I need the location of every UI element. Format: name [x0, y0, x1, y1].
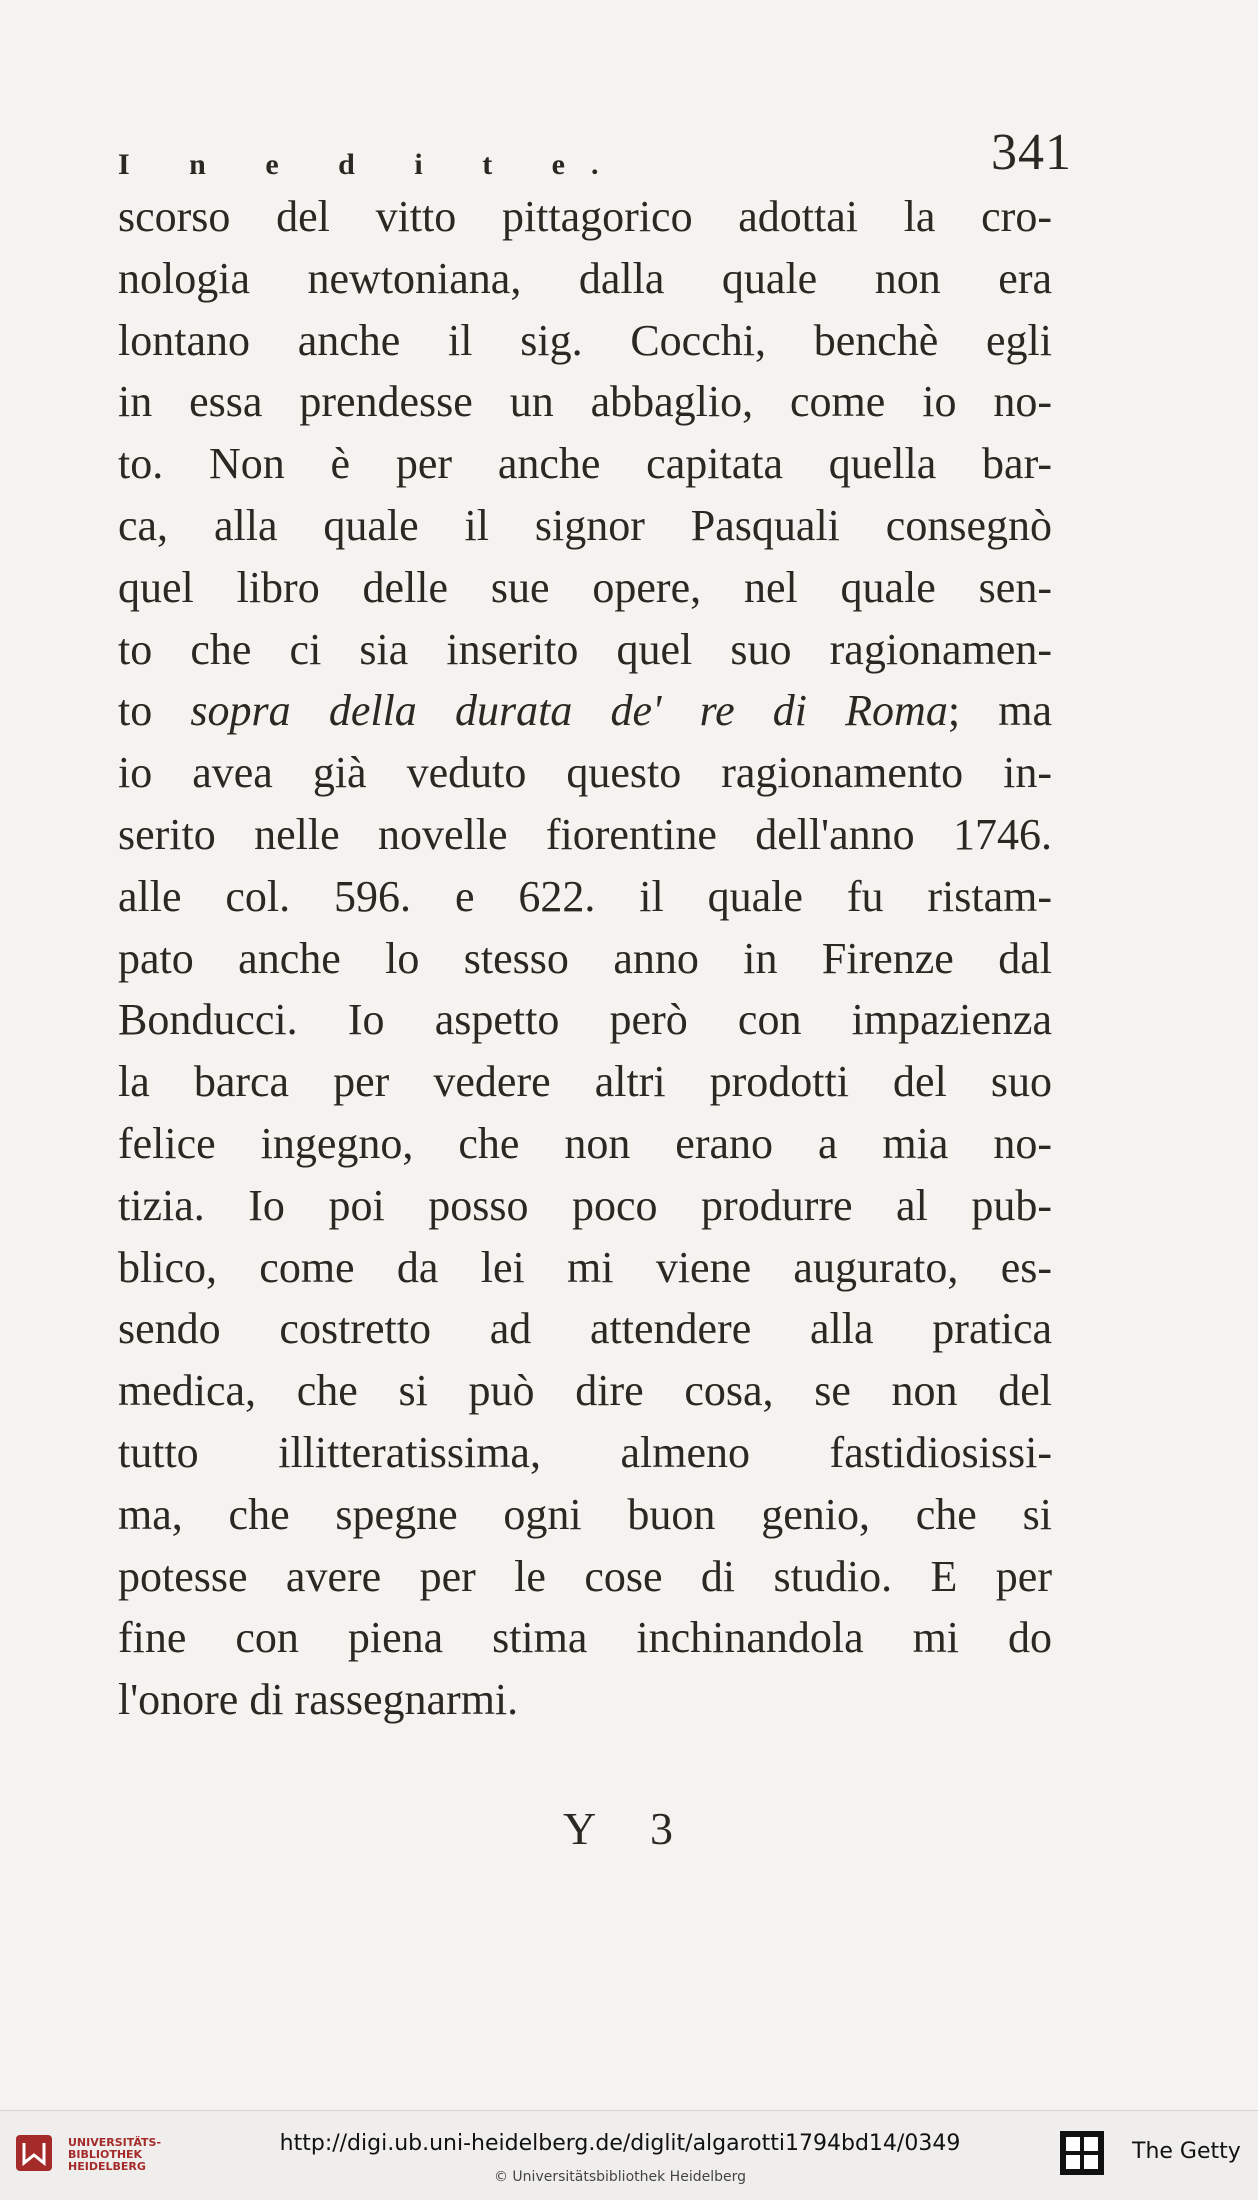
text-line: blico, come da lei mi viene augurato, es- [118, 1242, 1052, 1292]
text-line: serito nelle novelle fiorentine dell'anno 1746. [118, 809, 1052, 859]
text-line: lontano anche il sig. Cocchi, benchè egli [118, 315, 1052, 365]
institution-line: HEIDELBERG [68, 2160, 146, 2173]
text-line: to. Non è per anche capitata quella bar- [118, 439, 1052, 489]
ub-heidelberg-logo[interactable] [14, 2129, 164, 2177]
text-line: la barca per vedere altri prodotti del suo [118, 1057, 1052, 1107]
text-line: sendo costretto ad attendere alla pratica [118, 1304, 1052, 1354]
running-title: I n e d i t e. [118, 148, 625, 181]
text-line: Bonducci. Io aspetto però con impazienza [118, 995, 1052, 1045]
text-line-with-italic [118, 680, 1052, 742]
body-text [118, 186, 1052, 1731]
text-line: medica, che si può dire cosa, se non del [118, 1366, 1052, 1416]
text-fragment: to [118, 686, 191, 736]
text-line: tizia. Io poi posso poco produrre al pub- [118, 1180, 1052, 1230]
text-line: in essa prendesse un abbaglio, come io no- [118, 377, 1052, 427]
text-fragment: ; ma [947, 686, 1052, 736]
text-line: nologia newtoniana, dalla quale non era [118, 253, 1052, 303]
ub-heidelberg-logo-icon [14, 2133, 54, 2173]
page-number: 341 [991, 124, 1072, 181]
getty-partner-label: The Getty [1132, 2139, 1241, 2164]
signature-mark: Y 3 [562, 1803, 695, 1854]
text-line: potesse avere per le cose di studio. E per [118, 1551, 1052, 1601]
text-line: felice ingegno, che non erano a mia no- [118, 1118, 1052, 1168]
viewer-footer [0, 2110, 1258, 2200]
text-line: quel libro delle sue opere, nel quale sen- [118, 562, 1052, 612]
text-line: ma, che spegne ogni buon genio, che si [118, 1489, 1052, 1539]
text-line: tutto illitteratissima, almeno fastidiosissi- [118, 1427, 1052, 1477]
getty-logo-icon[interactable] [1058, 2129, 1106, 2177]
italic-title: sopra della durata de' re di Roma [190, 686, 948, 736]
text-line: l'onore di rassegnarmi. [118, 1675, 519, 1725]
text-line: ca, alla quale il signor Pasquali consegnò [118, 500, 1052, 550]
text-line: io avea già veduto questo ragionamento in- [118, 748, 1052, 798]
copyright-notice: © Universitätsbibliothek Heidelberg [493, 2169, 746, 2185]
permalink-url[interactable]: http://digi.ub.uni-heidelberg.de/diglit/algarotti1794bd14/0349 [279, 2131, 961, 2156]
institution-line: BIBLIOTHEK [68, 2148, 143, 2161]
text-line: to che ci sia inserito quel suo ragionamen- [118, 624, 1052, 674]
ub-heidelberg-wordmark [68, 2137, 161, 2173]
running-head [118, 118, 1072, 182]
text-line: fine con piena stima inchinandola mi do [118, 1613, 1052, 1663]
text-line: pato anche lo stesso anno in Firenze dal [118, 933, 1052, 983]
text-line: scorso del vitto pittagorico adottai la cro- [118, 192, 1052, 241]
institution-line: UNIVERSITÄTS- [68, 2136, 162, 2149]
text-line: alle col. 596. e 622. il quale fu ristam- [118, 871, 1052, 921]
